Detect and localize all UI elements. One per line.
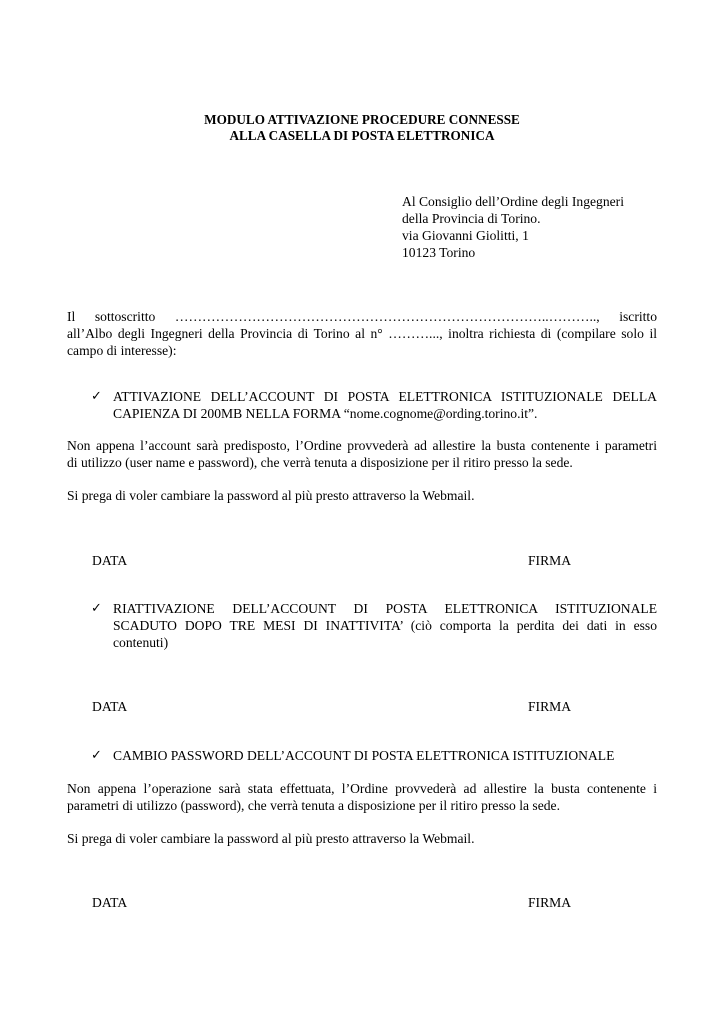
document-title-line-1: MODULO ATTIVAZIONE PROCEDURE CONNESSE (204, 112, 520, 127)
option-password-change[interactable] (91, 747, 657, 765)
activation-note-line-1: Non appena l’account sarà predisposto, l’Ordine provvederà ad allestire la busta contenente i parametri (67, 438, 657, 453)
signature-label-3: FIRMA (528, 895, 572, 910)
address-line-1: Al Consiglio dell’Ordine degli Ingegneri (402, 194, 624, 209)
intro-line-3: campo di interesse): (67, 343, 177, 358)
address-line-2: della Provincia di Torino. (402, 211, 541, 226)
option-activation[interactable] (91, 388, 657, 424)
document-title-line-2: ALLA CASELLA DI POSTA ELETTRONICA (229, 128, 495, 143)
address-line-4: 10123 Torino (402, 245, 476, 260)
option-activation-line-2: CAPIENZA DI 200MB NELLA FORMA “nome.cognome@ording.torino.it”. (113, 406, 538, 421)
option-password-change-line-1: CAMBIO PASSWORD DELL’ACCOUNT DI POSTA ELETTRONICA ISTITUZIONALE (113, 748, 615, 763)
option-activation-text (113, 388, 657, 422)
check-icon[interactable]: ✓ (91, 748, 102, 763)
intro-line-2: all’Albo degli Ingegneri della Provincia di Torino al n° ………..., inoltra richiesta di (compilare solo il (67, 326, 657, 341)
intro-line-1: Il sottoscritto ………………………………………………………………………..……….., iscritto (67, 309, 657, 324)
activation-note-line-2: di utilizzo (user name e password), che verrà tenuta a disposizione per il ritiro presso la sede. (67, 455, 573, 470)
option-activation-line-1: ATTIVAZIONE DELL’ACCOUNT DI POSTA ELETTRONICA ISTITUZIONALE DELLA (113, 389, 657, 404)
option-reactivation[interactable] (91, 600, 657, 652)
check-icon[interactable]: ✓ (91, 389, 102, 404)
password-change-note-line-1: Non appena l’operazione sarà stata effettuata, l’Ordine provvederà ad allestire la busta contenente i (67, 781, 657, 796)
option-reactivation-line-1: RIATTIVAZIONE DELL’ACCOUNT DI POSTA ELETTRONICA ISTITUZIONALE (113, 601, 657, 616)
password-change-note-line-2: parametri di utilizzo (password), che verrà tenuta a disposizione per il ritiro presso la sede. (67, 798, 560, 813)
option-reactivation-text (113, 600, 657, 651)
date-label-3: DATA (92, 895, 128, 910)
webmail-note-2: Si prega di voler cambiare la password al più presto attraverso la Webmail. (67, 831, 475, 846)
date-label-2: DATA (92, 699, 128, 714)
recipient-address (402, 193, 702, 261)
activation-note (67, 437, 657, 471)
option-reactivation-line-2: SCADUTO DOPO TRE MESI DI INATTIVITA’ (ciò comporta la perdita dei dati in esso (113, 618, 657, 633)
password-change-note (67, 780, 657, 814)
option-password-change-text (113, 747, 657, 764)
date-label-1: DATA (92, 553, 128, 568)
signature-label-2: FIRMA (528, 699, 572, 714)
webmail-note-1: Si prega di voler cambiare la password al più presto attraverso la Webmail. (67, 488, 475, 503)
intro-paragraph (67, 308, 657, 359)
option-reactivation-line-3: contenuti) (113, 635, 169, 650)
signature-label-1: FIRMA (528, 553, 572, 568)
address-line-3: via Giovanni Giolitti, 1 (402, 228, 529, 243)
check-icon[interactable]: ✓ (91, 601, 102, 616)
